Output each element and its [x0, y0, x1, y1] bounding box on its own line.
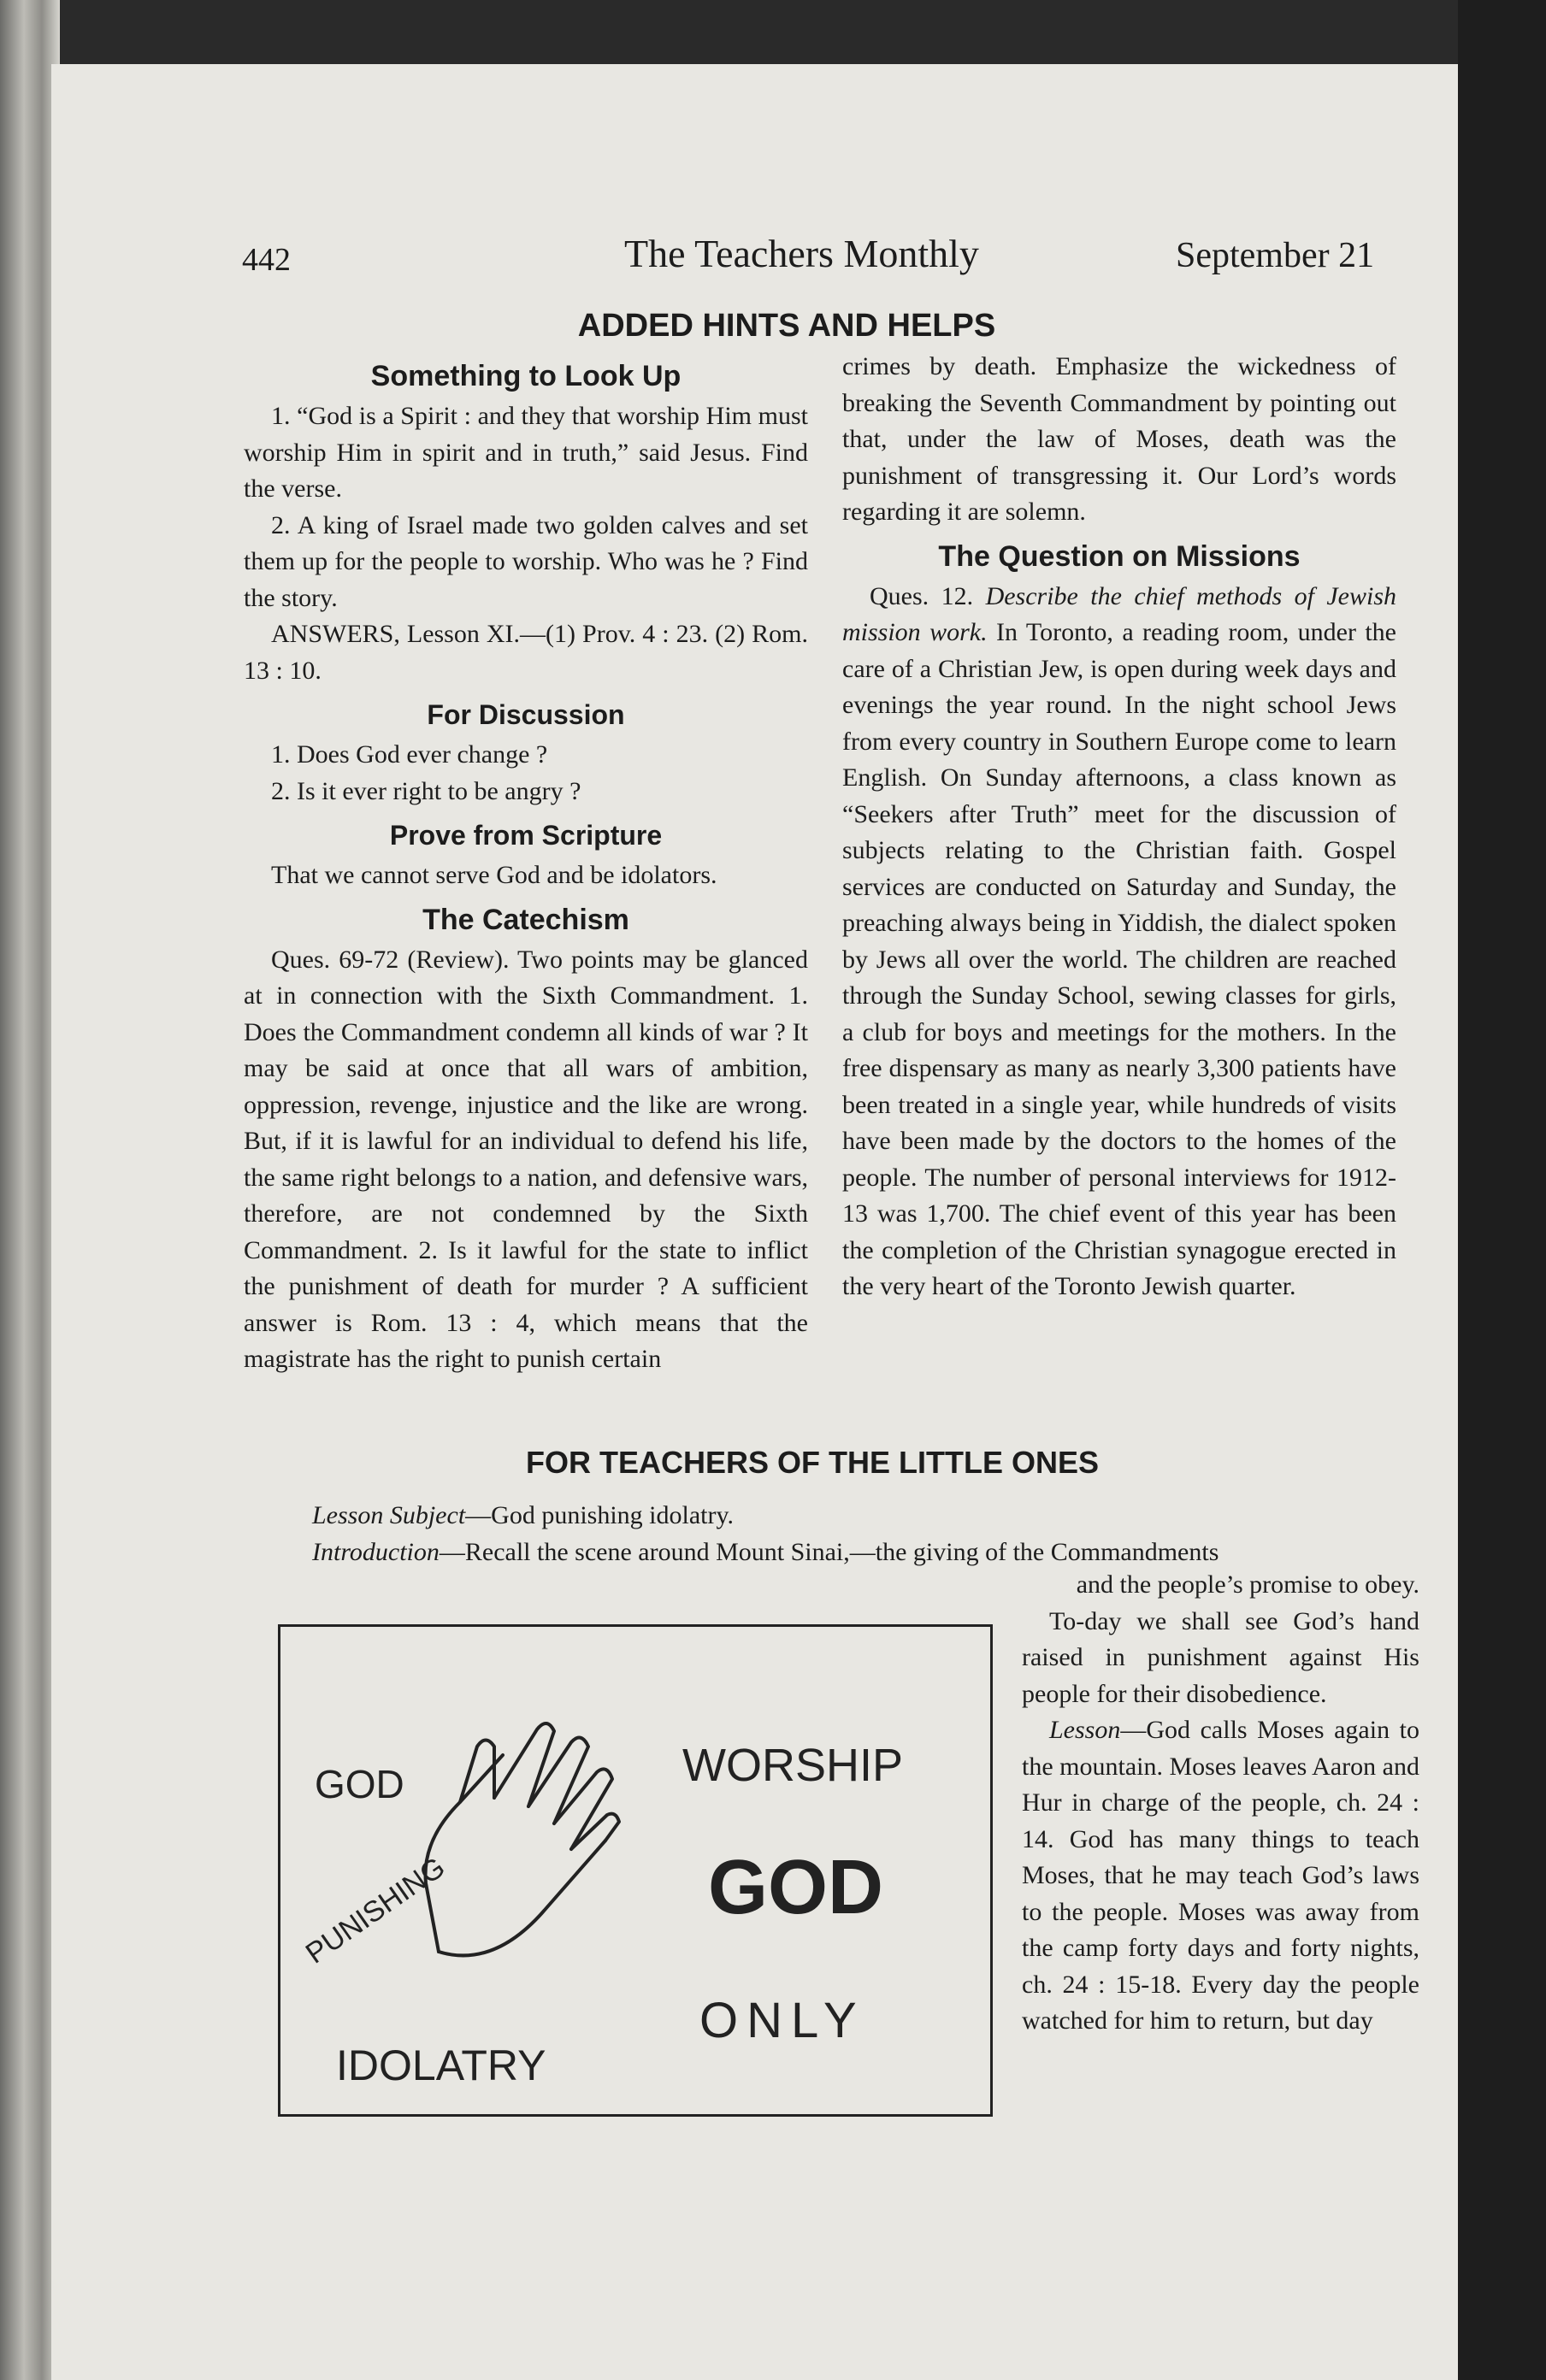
- missions-question-label: Ques. 12.: [870, 581, 974, 610]
- page-number: 442: [242, 242, 291, 278]
- illustration-god-big: GOD: [708, 1845, 884, 1930]
- missions-question: Describe the chief methods of Jewish mission work.: [842, 581, 1397, 646]
- missions-text: In Toronto, a reading room, under the care of a Christian Jew, is open during week days and evenings the year round. In the night school Jews from every country in Southern Europe come to learn English. On Sunday afternoons, a class known as “Seekers after Truth” meet for the discussion of subjects relating to the Christian faith. Gospel services are conducted on Saturday and Sunday, the preaching always being in Yiddish, the dialect spoken by Jews all over the world. The children are reached through the Sunday School, sewing classes for girls, a club for boys and meetings for the mothers. In the free dispensary as many as nearly 3,300 patients have been treated in a single year, while hundreds of visits have been made by the doctors to the homes of the people. The number of personal interviews for 1912-13 was 1,700. The chief event of this year has been the completion of the Christian synagogue erected in the very heart of the Toronto Jewish quarter.: [842, 618, 1396, 1300]
- catechism-heading: The Catechism: [422, 903, 629, 936]
- introduction-label: Introduction: [312, 1538, 440, 1566]
- scan-background: [1458, 0, 1546, 2380]
- lesson-subject-label: Lesson Subject: [312, 1501, 466, 1529]
- lesson-subject-line: [312, 1498, 1424, 1535]
- illustration-god: GOD: [315, 1762, 404, 1806]
- discussion-item-2: 2. Is it ever right to be angry ?: [271, 776, 581, 805]
- illustration-punishing: PUNISHING: [299, 1851, 451, 1971]
- introduction-text: —Recall the scene around Mount Sinai,—the giving of the Commandments: [439, 1538, 1219, 1566]
- illustration-worship: WORSHIP: [682, 1740, 904, 1791]
- catechism-continuation: crimes by death. Emphasize the wickedness of breaking the Seventh Commandment by pointing out that, under the law of Moses, death was the punishment of transgressing it. Our Lord’s words regarding it are solemn.: [842, 352, 1396, 526]
- prove-text: That we cannot serve God and be idolators.: [271, 861, 717, 889]
- right-column: [842, 349, 1396, 1305]
- introduction-continuation: and the people’s promise to obey.: [1076, 1570, 1419, 1599]
- discussion-item-1: 1. Does God ever change ?: [271, 740, 548, 769]
- look-up-heading: Something to Look Up: [370, 360, 682, 392]
- missions-heading: The Question on Missions: [938, 539, 1301, 573]
- answers-text: ANSWERS, Lesson XI.—(1) Prov. 4 : 23. (2) Rom. 13 : 10.: [244, 620, 808, 685]
- illustration-idolatry: IDOLATRY: [336, 2041, 546, 2089]
- hand-icon: [426, 1723, 620, 1955]
- little-ones-right-column: [1022, 1567, 1419, 2040]
- discussion-heading: For Discussion: [427, 699, 625, 730]
- lesson-text: —God calls Moses again to the mountain. Moses leaves Aaron and Hur in charge of the people, ch. 24 : 14. God has many things to teach Moses, that he may teach God’s laws to the people. Moses was away from the camp forty days and forty nights, ch. 24 : 15-18. Every day the people watched for him to return, but day: [1022, 1716, 1419, 2035]
- prove-heading: Prove from Scripture: [389, 820, 663, 851]
- missions-paragraph: [842, 579, 1396, 1305]
- look-up-item-1: 1. “God is a Spirit : and they that worship Him must worship Him in spirit and in truth,” said Jesus. Find the verse.: [244, 402, 808, 503]
- illustration-svg: [280, 1627, 990, 2114]
- running-title: The Teachers Monthly: [624, 232, 979, 275]
- blackboard-illustration: [278, 1624, 993, 2117]
- running-date: September 21: [1176, 236, 1375, 275]
- section-title: ADDED HINTS AND HELPS: [577, 308, 996, 344]
- lesson-label: Lesson: [1049, 1716, 1121, 1744]
- left-column: [244, 351, 808, 1378]
- introduction-line: [312, 1535, 1424, 1571]
- look-up-item-2: 2. A king of Israel made two golden calves and set them up for the people to worship. Who was he ? Find the story.: [244, 510, 808, 612]
- catechism-text: Ques. 69-72 (Review). Two points may be glanced at in connection with the Sixth Commandment. 1. Does the Commandment condemn all kinds of war ? It may be said at once that all wars of ambition, oppression, revenge, injustice and the like are wrong. But, if it is lawful for an individual to defend his life, the same right belongs to a nation, and defensive wars, therefore, are not condemned by the Sixth Commandment. 2. Is it lawful for the state to inflict the punishment of death for murder ? A sufficient answer is Rom. 13 : 4, which means that the magistrate has the right to punish certain: [244, 945, 808, 1373]
- today-text: To-day we shall see God’s hand raised in punishment against His people for their disobedience.: [1022, 1606, 1419, 1708]
- illustration-only: ONLY: [699, 1993, 865, 2048]
- lesson-subject-text: —God punishing idolatry.: [465, 1501, 735, 1529]
- little-ones-title: FOR TEACHERS OF THE LITTLE ONES: [525, 1445, 1099, 1480]
- lesson-paragraph: [1022, 1712, 1419, 2040]
